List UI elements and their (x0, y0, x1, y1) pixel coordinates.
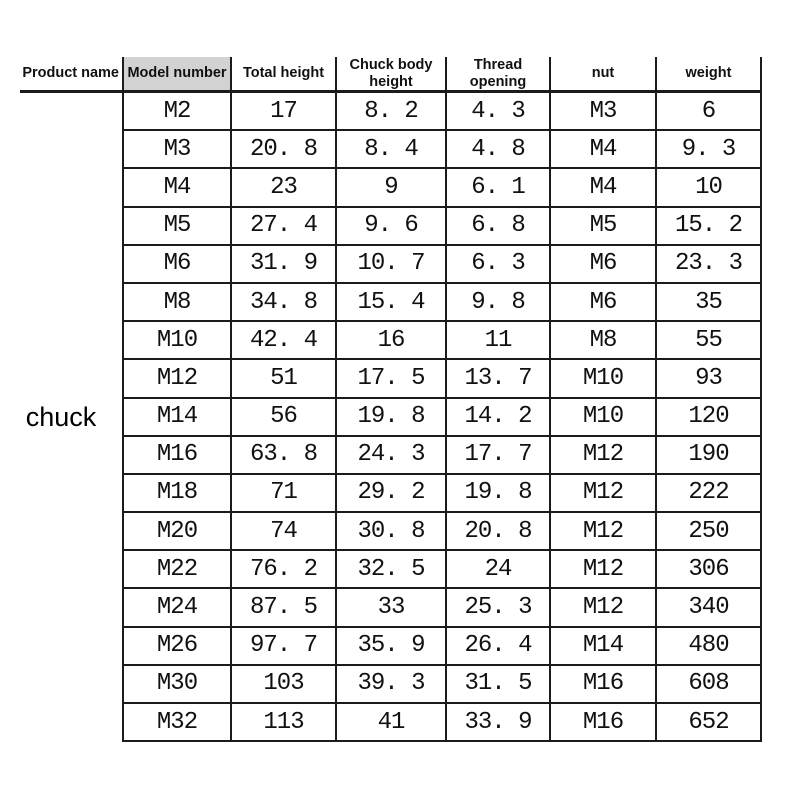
table-cell: 23 (230, 169, 335, 207)
table-cell: 25. 3 (445, 589, 549, 627)
table-cell: M14 (549, 628, 655, 666)
table-cell: 480 (655, 628, 762, 666)
table-cell: 20. 8 (445, 513, 549, 551)
table-cell: 15. 4 (335, 284, 445, 322)
table-cell: 41 (335, 704, 445, 742)
table-cell: M14 (122, 399, 230, 437)
table-cell: 19. 8 (445, 475, 549, 513)
table-cell: M5 (549, 208, 655, 246)
table-cell: 9. 6 (335, 208, 445, 246)
table-body (122, 93, 762, 742)
col-header-chuck-body-height: Chuck body height (335, 57, 445, 90)
table-cell: 30. 8 (335, 513, 445, 551)
col-header-model-number: Model number (122, 57, 230, 90)
table-cell: 87. 5 (230, 589, 335, 627)
table-cell: M4 (549, 131, 655, 169)
table-cell: 15. 2 (655, 208, 762, 246)
table-cell: M6 (549, 284, 655, 322)
table-cell: M3 (122, 131, 230, 169)
table-cell: 103 (230, 666, 335, 704)
table-cell: M12 (549, 589, 655, 627)
table-cell: M8 (549, 322, 655, 360)
table-cell: 51 (230, 360, 335, 398)
table-cell: 16 (335, 322, 445, 360)
table-cell: 222 (655, 475, 762, 513)
table-cell: 19. 8 (335, 399, 445, 437)
table-cell: 190 (655, 437, 762, 475)
table-cell: 17. 7 (445, 437, 549, 475)
table-cell: 14. 2 (445, 399, 549, 437)
table-cell: M2 (122, 93, 230, 131)
table-cell: 17 (230, 93, 335, 131)
table-cell: 250 (655, 513, 762, 551)
col-header-nut: nut (549, 57, 655, 90)
table-cell: M16 (549, 704, 655, 742)
table-cell: M30 (122, 666, 230, 704)
table-cell: M10 (549, 399, 655, 437)
table-cell: 74 (230, 513, 335, 551)
table-cell: 13. 7 (445, 360, 549, 398)
table-cell: 9 (335, 169, 445, 207)
table-cell: 17. 5 (335, 360, 445, 398)
table-cell: 4. 3 (445, 93, 549, 131)
table-cell: M6 (549, 246, 655, 284)
table-cell: M20 (122, 513, 230, 551)
table-cell: 31. 5 (445, 666, 549, 704)
table-cell: 97. 7 (230, 628, 335, 666)
table-cell: 6. 1 (445, 169, 549, 207)
table-cell: M12 (122, 360, 230, 398)
table-cell: 56 (230, 399, 335, 437)
table-cell: M22 (122, 551, 230, 589)
table-cell: 35. 9 (335, 628, 445, 666)
table-cell: 306 (655, 551, 762, 589)
table-cell: 24. 3 (335, 437, 445, 475)
table-cell: 10 (655, 169, 762, 207)
table-cell: 33 (335, 589, 445, 627)
table-cell: M4 (122, 169, 230, 207)
spec-table (0, 57, 762, 742)
table-cell: 23. 3 (655, 246, 762, 284)
table-cell: 71 (230, 475, 335, 513)
table-cell: 32. 5 (335, 551, 445, 589)
table-cell: 33. 9 (445, 704, 549, 742)
table-cell: M18 (122, 475, 230, 513)
table-header-row (0, 57, 762, 90)
table-cell: M12 (549, 475, 655, 513)
table-cell: M3 (549, 93, 655, 131)
table-cell: M10 (122, 322, 230, 360)
table-cell: 113 (230, 704, 335, 742)
table-cell: 6 (655, 93, 762, 131)
col-header-product-name: Product name (22, 65, 119, 82)
col-header-total-height: Total height (230, 57, 335, 90)
col-header-weight: weight (655, 57, 762, 90)
table-cell: 27. 4 (230, 208, 335, 246)
table-cell: M26 (122, 628, 230, 666)
table-cell: 652 (655, 704, 762, 742)
table-cell: M4 (549, 169, 655, 207)
table-cell: 42. 4 (230, 322, 335, 360)
table-cell: 24 (445, 551, 549, 589)
table-cell: 20. 8 (230, 131, 335, 169)
table-cell: 9. 3 (655, 131, 762, 169)
table-cell: 9. 8 (445, 284, 549, 322)
table-cell: 29. 2 (335, 475, 445, 513)
table-cell: 93 (655, 360, 762, 398)
table-cell: M16 (122, 437, 230, 475)
table-cell: 120 (655, 399, 762, 437)
table-cell: 8. 2 (335, 93, 445, 131)
table-cell: M24 (122, 589, 230, 627)
table-cell: 63. 8 (230, 437, 335, 475)
table-cell: 76. 2 (230, 551, 335, 589)
table-cell: 35 (655, 284, 762, 322)
col-header-thread-opening: Thread opening (445, 57, 549, 90)
table-cell: M12 (549, 513, 655, 551)
table-cell: 55 (655, 322, 762, 360)
table-cell: 6. 8 (445, 208, 549, 246)
table-cell: 6. 3 (445, 246, 549, 284)
table-cell: 39. 3 (335, 666, 445, 704)
table-cell: 10. 7 (335, 246, 445, 284)
table-cell: 34. 8 (230, 284, 335, 322)
table-cell: M10 (549, 360, 655, 398)
table-cell: M8 (122, 284, 230, 322)
table-cell: M6 (122, 246, 230, 284)
table-cell: 26. 4 (445, 628, 549, 666)
table-cell: 31. 9 (230, 246, 335, 284)
product-name-value: chuck (25, 402, 97, 433)
table-cell: M12 (549, 551, 655, 589)
table-cell: M12 (549, 437, 655, 475)
table-cell: M5 (122, 208, 230, 246)
table-cell: 11 (445, 322, 549, 360)
table-cell: 4. 8 (445, 131, 549, 169)
table-cell: M16 (549, 666, 655, 704)
table-cell: 608 (655, 666, 762, 704)
table-cell: 340 (655, 589, 762, 627)
table-cell: 8. 4 (335, 131, 445, 169)
table-cell: M32 (122, 704, 230, 742)
